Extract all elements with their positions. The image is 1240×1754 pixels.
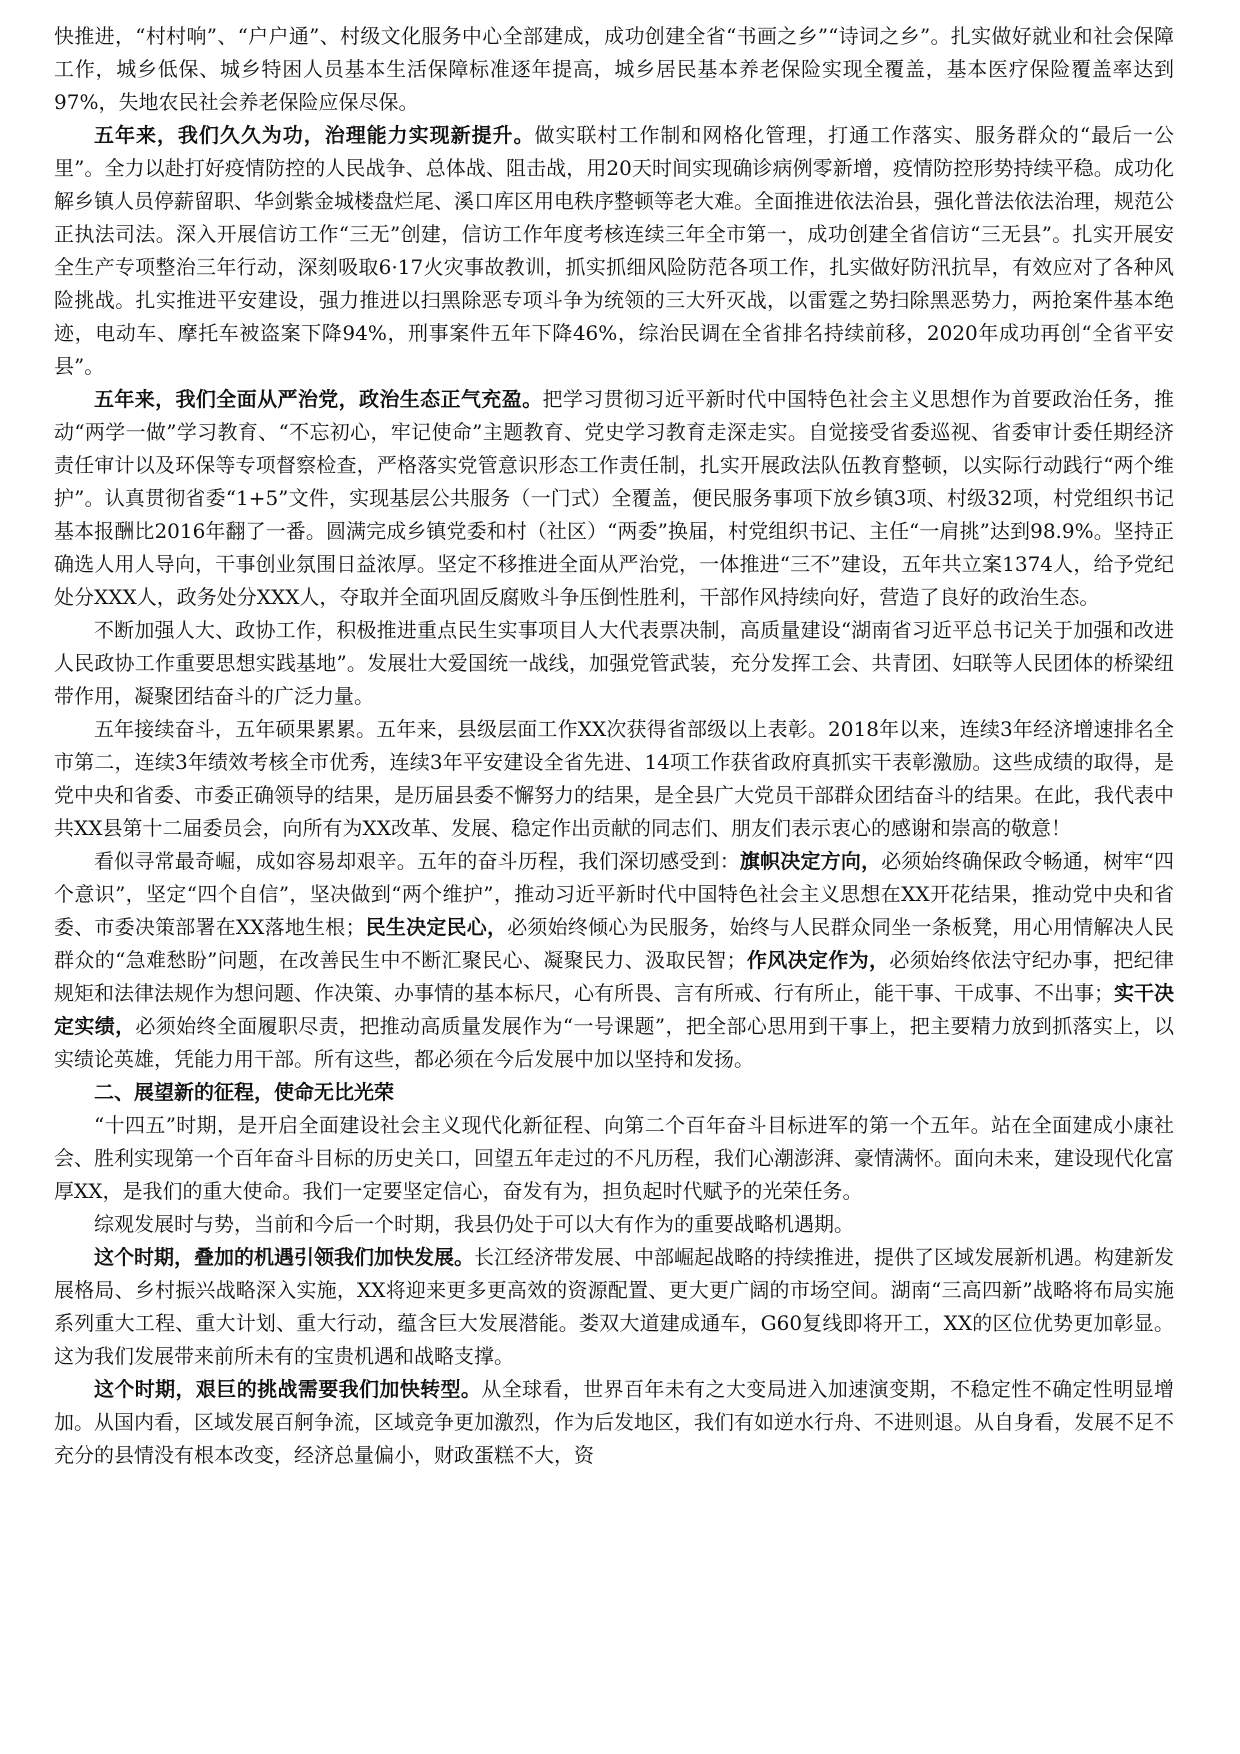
paragraph-text: 必须始终确保政令畅通，树牢“四个意识”，坚定“四个自信”，坚决做到“两个维护”，推动习近平新时代中国特色社会主义思想在XX开花结果，推动党中央和省委、市委决策部署在XX落地生根； (54, 849, 1175, 939)
paragraph-party-discipline (54, 383, 1174, 614)
paragraph-14th-plan (54, 1109, 1174, 1208)
paragraph-text: 看似寻常最奇崛，成如容易却艰辛。五年的奋斗历程，我们深切感受到： (94, 849, 740, 873)
paragraph-text: 必须始终依法守纪办事，把纪律规矩和法律法规作为想问题、作决策、办事情的基本标尺，心有所畏、言有所戒、行有所止，能干事、干成事、不出事； (54, 948, 1175, 1005)
paragraph-strategic-period (54, 1208, 1174, 1241)
key-phrase-livelihood: 民生决定民心， (365, 915, 508, 939)
paragraph-text: 从全球看，世界百年未有之大变局进入加速演变期，不稳定性不确定性明显增加。从国内看，区域发展百舸争流，区域竞争更加激烈，作为后发地区，我们有如逆水行舟、不进则退。从自身看，发展不足不充分的县情没有根本改变，经济总量偏小，财政蛋糕不大，资 (54, 1377, 1175, 1467)
paragraph-lead: 五年来，我们久久为功，治理能力实现新提升。 (94, 123, 535, 147)
key-phrase-style: 作风决定作为， (746, 948, 890, 972)
paragraph-lead: 五年来，我们全面从严治党，政治生态正气充盈。 (94, 387, 543, 411)
paragraph-opportunities (54, 1241, 1174, 1373)
paragraph-text: 快推进，“村村响”、“户户通”、村级文化服务中心全部建成，成功创建全省“书画之乡”“诗词之乡”。扎实做好就业和社会保障工作，城乡低保、城乡特困人员基本生活保障标准逐年提高，城乡居民基本养老保险实现全覆盖，基本医疗保险覆盖率达到97%，失地农民社会养老保险应保尽保。 (54, 24, 1174, 114)
section-heading: 二、展望新的征程，使命无比光荣 (94, 1080, 394, 1104)
paragraph-lead: 这个时期，艰巨的挑战需要我们加快转型。 (94, 1377, 482, 1401)
document-page (54, 20, 1174, 1472)
paragraph-governance (54, 119, 1174, 383)
key-phrase-results: 实干决定实绩， (54, 981, 1174, 1038)
paragraph-continuation (54, 20, 1174, 119)
paragraph-challenges (54, 1373, 1174, 1472)
paragraph-text: 长江经济带发展、中部崛起战略的持续推进，提供了区域发展新机遇。构建新发展格局、乡村振兴战略深入实施，XX将迎来更多更高效的资源配置、更大更广阔的市场空间。湖南“三高四新”战略将布局实施系列重大工程、重大计划、重大行动，蕴含巨大发展潜能。娄双大道建成通车，G60复线即将开工，XX的区位优势更加彰显。这为我们发展带来前所未有的宝贵机遇和战略支撑。 (54, 1245, 1174, 1368)
paragraph-text: 必须始终倾心为民服务，始终与人民群众同坐一条板凳，用心用情解决人民群众的“急难愁盼”问题，在改善民生中不断汇聚民心、凝聚民力、汲取民智； (54, 915, 1175, 972)
paragraph-text: 五年接续奋斗，五年硕果累累。五年来，县级层面工作XX次获得省部级以上表彰。2018年以来，连续3年经济增速排名全市第二，连续3年绩效考核全市优秀，连续3年平安建设全省先进、14项工作获省政府真抓实干表彰激励。这些成绩的取得，是党中央和省委、市委正确领导的结果，是历届县委不懈努力的结果，是全县广大党员干部群众团结奋斗的结果。在此，我代表中共XX县第十二届委员会，向所有为XX改革、发展、稳定作出贡献的同志们、朋友们表示衷心的感谢和崇高的敬意！ (54, 717, 1174, 840)
paragraph-text: 把学习贯彻习近平新时代中国特色社会主义思想作为首要政治任务，推动“两学一做”学习教育、“不忘初心，牢记使命”主题教育、党史学习教育走深走实。自觉接受省委巡视、省委审计委任期经济责任审计以及环保等专项督察检查，严格落实党管意识形态工作责任制，扎实开展政法队伍教育整顿，以实际行动践行“两个维护”。认真贯彻省委“1+5”文件，实现基层公共服务（一门式）全覆盖，便民服务事项下放乡镇3项、村级32项，村党组织书记基本报酬比2016年翻了一番。圆满完成乡镇党委和村（社区）“两委”换届，村党组织书记、主任“一肩挑”达到98.9%。坚持正确选人用人导向，干事创业氛围日益浓厚。坚定不移推进全面从严治党，一体推进“三不”建设，五年共立案1374人，给予党纪处分XXX人，政务处分XXX人，夺取并全面巩固反腐败斗争压倒性胜利，干部作风持续向好，营造了良好的政治生态。 (54, 387, 1175, 609)
paragraph-text: 综观发展时与势，当前和今后一个时期，我县仍处于可以大有作为的重要战略机遇期。 (94, 1212, 854, 1236)
paragraph-npc-cppcc (54, 614, 1174, 713)
paragraph-lead: 这个时期，叠加的机遇引领我们加快发展。 (94, 1245, 474, 1269)
paragraph-experience (54, 845, 1174, 1076)
key-phrase-flag: 旗帜决定方向， (739, 849, 882, 873)
paragraph-text: 做实联村工作制和网格化管理，打通工作落实、服务群众的“最后一公里”。全力以赴打好疫情防控的人民战争、总体战、阻击战，用20天时间实现确诊病例零新增，疫情防控形势持续平稳。成功化解乡镇人员停薪留职、华剑紫金城楼盘烂尾、溪口库区用电秩序整顿等老大难。全面推进依法治县，强化普法依法治理，规范公正执法司法。深入开展信访工作“三无”创建，信访工作年度考核连续三年全市第一，成功创建全省信访“三无县”。扎实开展安全生产专项整治三年行动，深刻吸取6·17火灾事故教训，抓实抓细风险防范各项工作，扎实做好防汛抗旱，有效应对了各种风险挑战。扎实推进平安建设，强力推进以扫黑除恶专项斗争为统领的三大歼灭战，以雷霆之势扫除黑恶势力，两抢案件基本绝迹，电动车、摩托车被盗案下降94%，刑事案件五年下降46%，综治民调在全省排名持续前移，2020年成功再创“全省平安县”。 (54, 123, 1174, 378)
paragraph-achievements (54, 713, 1174, 845)
paragraph-text: 不断加强人大、政协工作，积极推进重点民生实事项目人大代表票决制，高质量建设“湖南省习近平总书记关于加强和改进人民政协工作重要思想实践基地”。发展壮大爱国统一战线，加强党管武装，充分发挥工会、共青团、妇联等人民团体的桥梁纽带作用，凝聚团结奋斗的广泛力量。 (54, 618, 1174, 708)
paragraph-text: 必须始终全面履职尽责，把推动高质量发展作为“一号课题”，把全部心思用到干事上，把主要精力放到抓落实上，以实绩论英雄，凭能力用干部。所有这些，都必须在今后发展中加以坚持和发扬。 (54, 1014, 1174, 1071)
paragraph-text: “十四五”时期，是开启全面建设社会主义现代化新征程、向第二个百年奋斗目标进军的第一个五年。站在全面建成小康社会、胜利实现第一个百年奋斗目标的历史关口，回望五年走过的不凡历程，我们心潮澎湃、豪情满怀。面向未来，建设现代化富厚XX，是我们的重大使命。我们一定要坚定信心，奋发有为，担负起时代赋予的光荣任务。 (54, 1113, 1174, 1203)
